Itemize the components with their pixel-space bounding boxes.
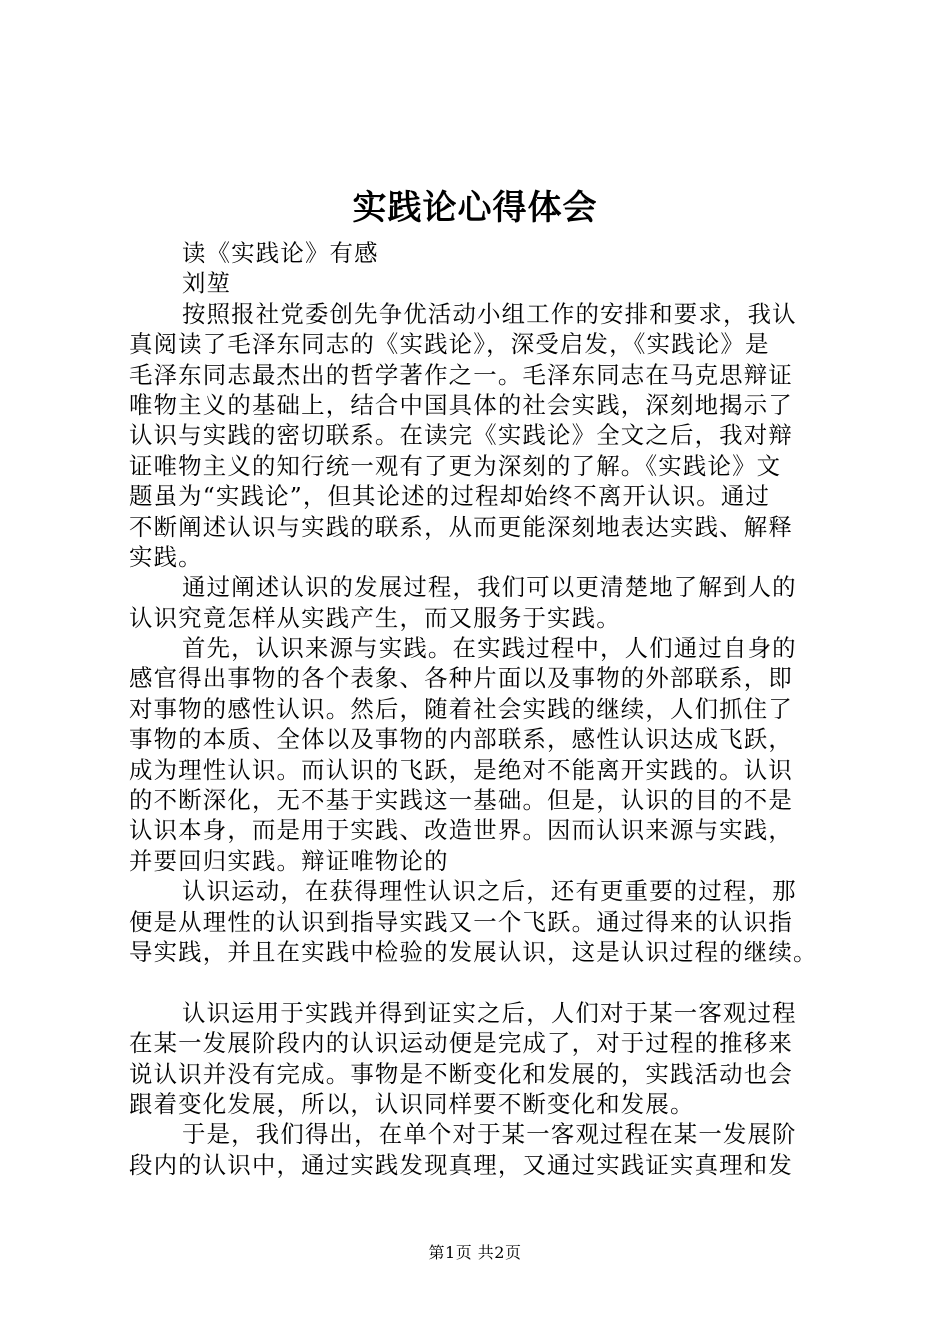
paragraph-3-line: 首先，认识来源与实践。在实践过程中，人们通过自身的: [182, 634, 797, 663]
paragraph-4-line: 导实践，并且在实践中检验的发展认识，这是认识过程的继续。: [129, 937, 818, 966]
paragraph-5-line: 跟着变化发展，所以，认识同样要不断变化和发展。: [129, 1089, 695, 1118]
document-title: 实践论心得体会: [352, 188, 598, 228]
author-line: 刘堃: [182, 269, 232, 298]
blank-line: [129, 967, 835, 997]
paragraph-1-line: 毛泽东同志最杰出的哲学著作之一。毛泽东同志在马克思辩证: [129, 360, 793, 389]
paragraph-5-line: 说认识并没有完成。事物是不断变化和发展的，实践活动也会: [129, 1059, 793, 1088]
paragraph-1-line: 按照报社党委创先争优活动小组工作的安排和要求，我认: [182, 299, 797, 328]
paragraph-3-line: 的不断深化，无不基于实践这一基础。但是，认识的目的不是: [129, 786, 793, 815]
paragraph-3-line: 成为理性认识。而认识的飞跃，是绝对不能离开实践的。认识: [129, 755, 793, 784]
paragraph-2-line: 认识究竟怎样从实践产生，而又服务于实践。: [129, 603, 621, 632]
paragraph-3-line: 感官得出事物的各个表象、各种片面以及事物的外部联系，即: [129, 664, 793, 693]
page-footer: 第1页 共2页: [428, 1243, 522, 1262]
paragraph-1-line: 题虽为“实践论”，但其论述的过程却始终不离开认识。通过: [129, 482, 771, 511]
paragraph-1-line: 真阅读了毛泽东同志的《实践论》，深受启发，《实践论》是: [129, 330, 770, 359]
paragraph-2-line: 通过阐述认识的发展过程，我们可以更清楚地了解到人的: [182, 573, 797, 602]
paragraph-1-line: 认识与实践的密切联系。在读完《实践论》全文之后，我对辩: [129, 421, 793, 450]
paragraph-3-line: 事物的本质、全体以及事物的内部联系，感性认识达成飞跃，: [129, 725, 793, 754]
paragraph-4-line: 便是从理性的认识到指导实践又一个飞跃。通过得来的认识指: [129, 907, 793, 936]
paragraph-1-line: 唯物主义的基础上，结合中国具体的社会实践，深刻地揭示了: [129, 390, 793, 419]
paragraph-1-line: 不断阐述认识与实践的联系，从而更能深刻地表达实践、解释: [129, 512, 793, 541]
document-body: [129, 238, 835, 1180]
paragraph-1-line: 证唯物主义的知行统一观有了更为深刻的了解。《实践论》文: [129, 451, 782, 480]
paragraph-5-line: 认识运用于实践并得到证实之后，人们对于某一客观过程: [182, 998, 797, 1027]
paragraph-5-line: 在某一发展阶段内的认识运动便是完成了，对于过程的推移来: [129, 1029, 793, 1058]
paragraph-6-line: 段内的认识中，通过实践发现真理，又通过实践证实真理和发: [129, 1150, 793, 1179]
paragraph-1-line: 实践。: [129, 542, 203, 571]
paragraph-3-line: 并要回归实践。辩证唯物论的: [129, 846, 449, 875]
subtitle-line: 读《实践论》有感: [182, 239, 379, 267]
paragraph-6-line: 于是，我们得出，在单个对于某一客观过程在某一发展阶: [182, 1120, 797, 1149]
paragraph-4-line: 认识运动，在获得理性认识之后，还有更重要的过程，那: [182, 877, 797, 906]
paragraph-3-line: 对事物的感性认识。然后，随着社会实践的继续，人们抓住了: [129, 694, 793, 723]
paragraph-3-line: 认识本身，而是用于实践、改造世界。因而认识来源与实践，: [129, 816, 793, 845]
